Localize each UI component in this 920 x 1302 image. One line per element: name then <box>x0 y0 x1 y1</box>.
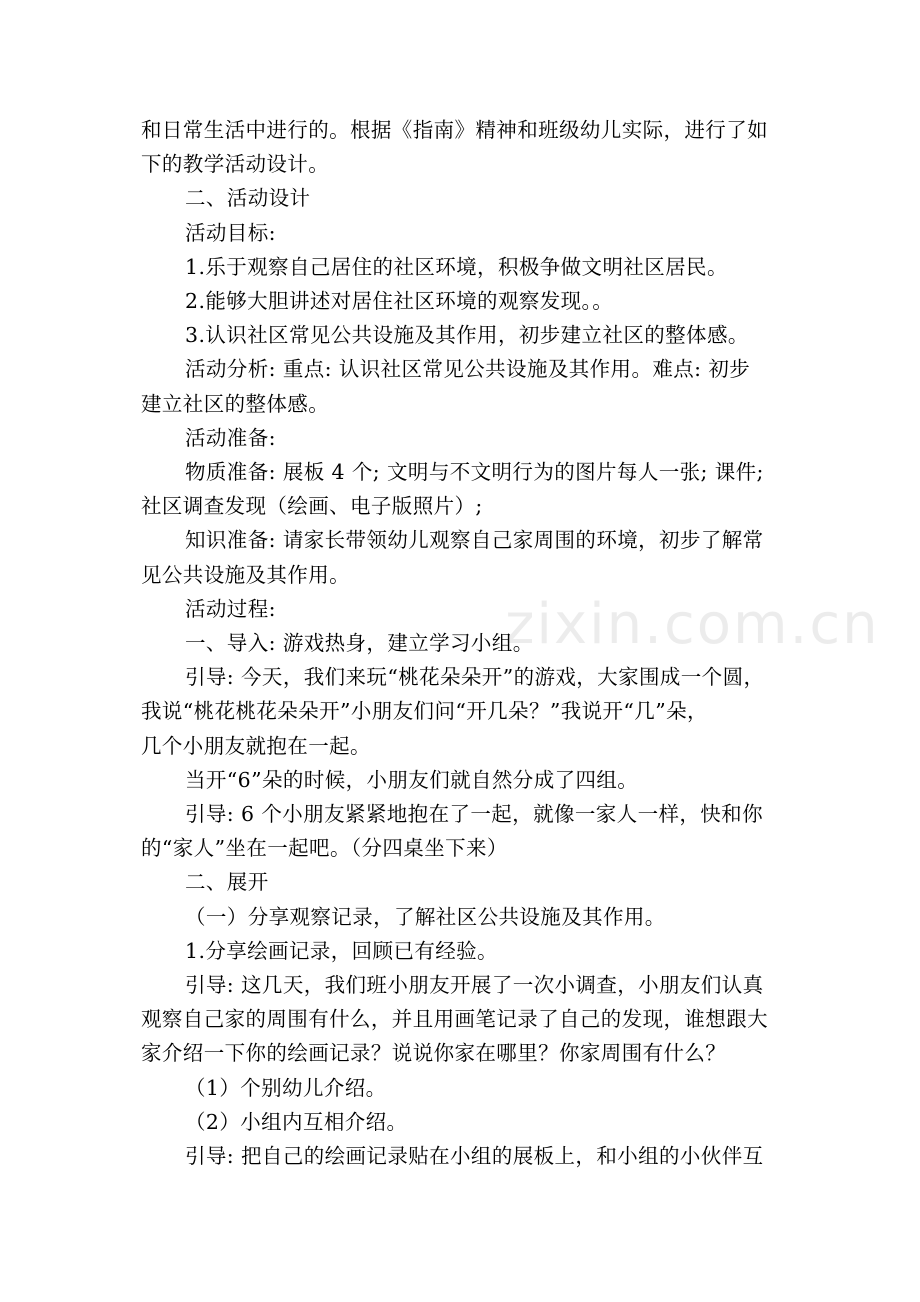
text-line: 活动过程: <box>185 596 276 621</box>
text-line: 物质准备: 展板 4 个; 文明与不文明行为的图片每人一张; 课件; <box>185 460 764 485</box>
text-line: 引导: 6 个小朋友紧紧地抱在了一起，就像一家人一样，快和你 <box>185 802 763 827</box>
text-line: （2）小组内互相介绍。 <box>185 1109 408 1134</box>
text-line: 建立社区的整体感。 <box>141 391 330 416</box>
text-line: 我说“桃花桃花朵朵开”小朋友们问“开几朵？”我说开“几”朵， <box>141 699 708 724</box>
text-line: 当开“6”朵的时候，小朋友们就自然分成了四组。 <box>185 767 639 792</box>
text-line: 引导: 今天，我们来玩“桃花朵朵开”的游戏，大家围成一个圆， <box>185 665 765 690</box>
text-line: 3.认识社区常见公共设施及其作用，初步建立社区的整体感。 <box>185 323 749 348</box>
text-line: 引导: 把自己的绘画记录贴在小组的展板上，和小组的小伙伴互 <box>185 1144 764 1169</box>
text-line: 活动准备: <box>185 425 276 450</box>
document-body <box>141 113 783 1173</box>
text-line: 知识准备: 请家长带领幼儿观察自己家周围的环境，初步了解常 <box>185 528 764 553</box>
text-line: 二、展开 <box>185 870 269 895</box>
text-line: 活动分析: 重点: 认识社区常见公共设施及其作用。难点: 初步 <box>185 357 751 382</box>
text-line: 观察自己家的周围有什么，并且用画笔记录了自己的发现，谁想跟大 <box>141 1007 768 1032</box>
text-line: 1.乐于观察自己居住的社区环境，积极争做文明社区居民。 <box>185 254 728 279</box>
text-line: 家介绍一下你的绘画记录？说说你家在哪里？你家周围有什么？ <box>141 1041 727 1066</box>
text-line: 一、导入: 游戏热身，建立学习小组。 <box>185 631 534 656</box>
watermark-text: zixin.com.cn <box>505 592 880 657</box>
text-line: 引导: 这几天，我们班小朋友开展了一次小调查，小朋友们认真 <box>185 973 764 998</box>
text-line: 2.能够大胆讲述对居住社区环境的观察发现。。 <box>185 289 614 314</box>
text-line: 的“家人”坐在一起吧。（分四桌坐下来） <box>141 836 508 861</box>
text-line: 和日常生活中进行的。根据《指南》精神和班级幼儿实际，进行了如 <box>141 118 768 142</box>
text-line: 见公共设施及其作用。 <box>141 562 350 587</box>
text-line: 社区调查发现（绘画、电子版照片）; <box>141 494 483 519</box>
text-line: 活动目标: <box>185 220 276 245</box>
text-line: 下的教学活动设计。 <box>141 152 330 177</box>
text-line: （一）分享观察记录，了解社区公共设施及其作用。 <box>185 904 666 929</box>
text-line: 1.分享绘画记录，回顾已有经验。 <box>185 938 498 963</box>
text-line: （1）个别幼儿介绍。 <box>185 1075 387 1100</box>
text-line: 几个小朋友就抱在一起。 <box>141 733 371 758</box>
text-line: 二、活动设计 <box>185 186 311 211</box>
